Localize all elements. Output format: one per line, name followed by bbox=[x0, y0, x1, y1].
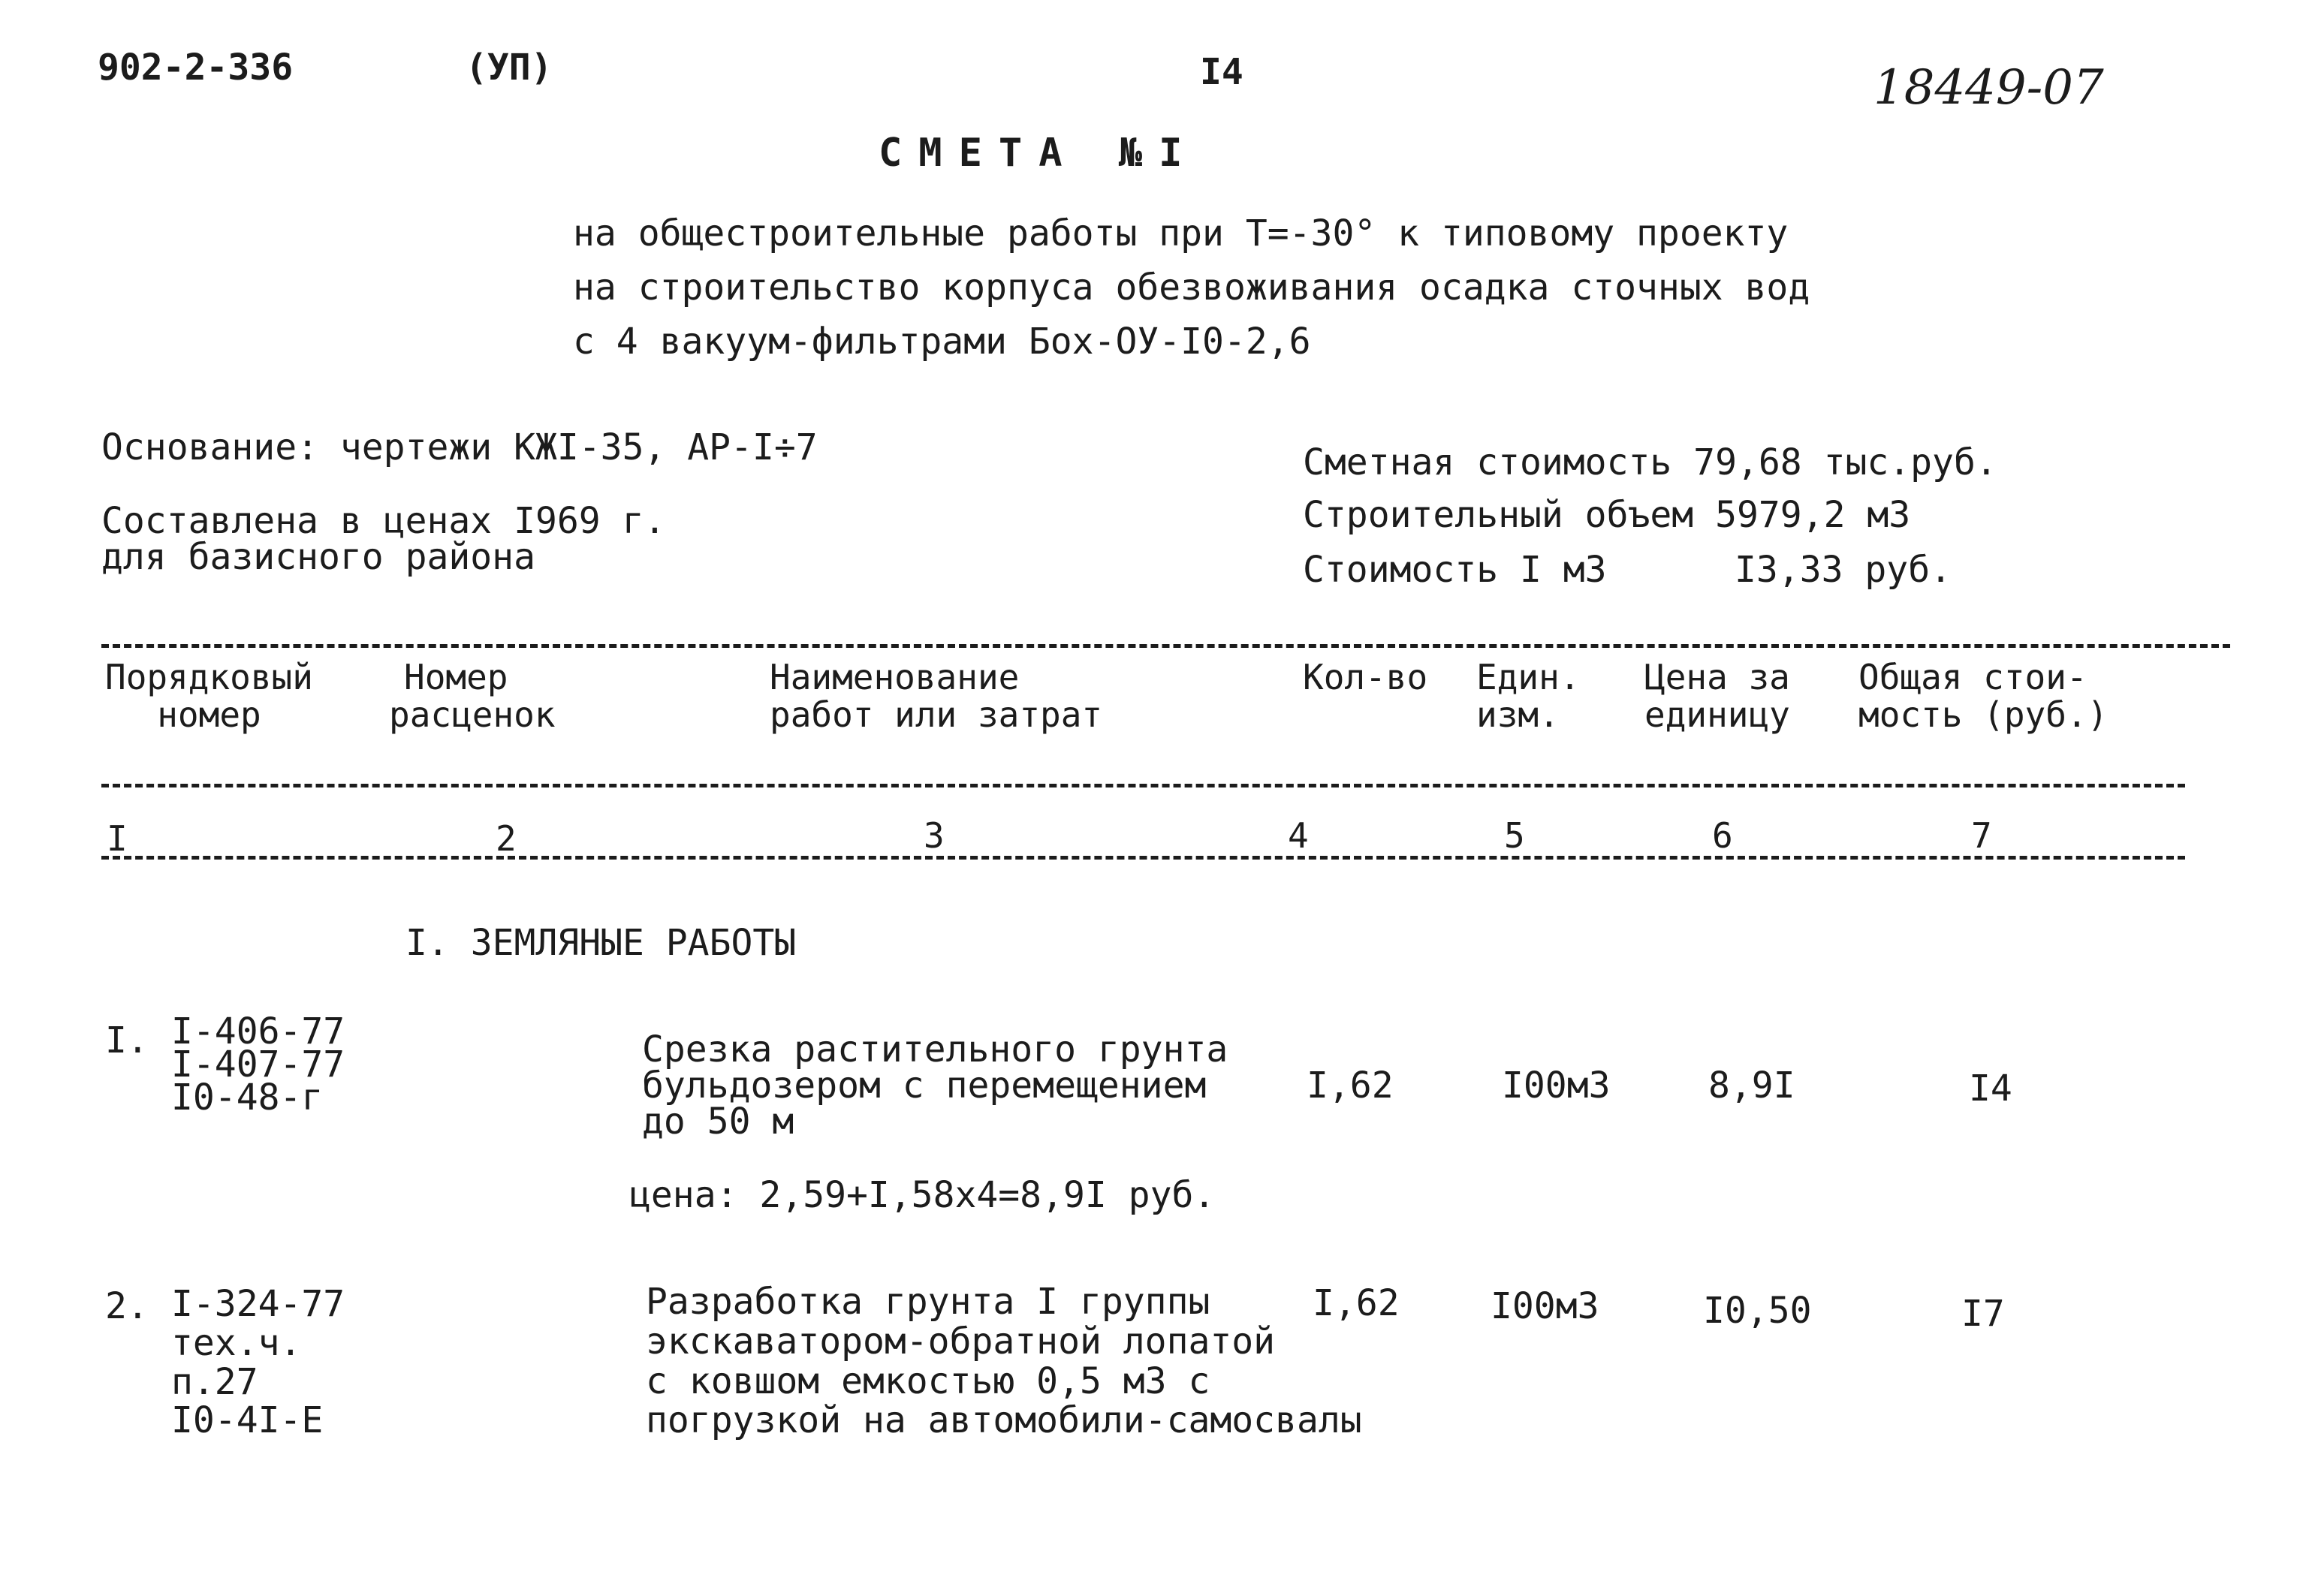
row-quantity: I,62 bbox=[1313, 1282, 1400, 1324]
row-total: I7 bbox=[1961, 1293, 2005, 1335]
rate-code: I0-48-г bbox=[171, 1077, 324, 1119]
row-total: I4 bbox=[1969, 1068, 2012, 1110]
description-line: бульдозером с перемещением bbox=[642, 1065, 1207, 1107]
header-text: номер bbox=[157, 694, 261, 735]
column-number: 2 bbox=[496, 818, 517, 859]
header-bottom-rule bbox=[101, 784, 2185, 787]
rate-code: I-407-77 bbox=[171, 1043, 345, 1086]
header-text: Кол-во bbox=[1303, 657, 1428, 697]
column-number: 5 bbox=[1504, 815, 1525, 856]
description-line: Разработка грунта I группы bbox=[646, 1281, 1210, 1323]
rate-code: п.27 bbox=[171, 1360, 258, 1403]
header-text: работ или затрат bbox=[770, 694, 1103, 735]
description-line: погрузкой на автомобили-самосвалы bbox=[646, 1399, 1362, 1442]
header-col-6 bbox=[1644, 659, 1790, 733]
column-number: 3 bbox=[924, 815, 945, 856]
subtitle-line: на общестроительные работы при T=-30° к типовому проекту bbox=[573, 212, 1789, 254]
row-codes bbox=[171, 1285, 345, 1441]
rate-code: I-406-77 bbox=[171, 1010, 345, 1052]
header-col-5 bbox=[1476, 659, 1580, 733]
table-top-rule bbox=[101, 644, 2230, 648]
rate-code: I0-4I-Е bbox=[171, 1399, 324, 1442]
column-number-rule bbox=[101, 856, 2185, 860]
rate-code: тех.ч. bbox=[171, 1321, 302, 1364]
row-unit: I00м3 bbox=[1491, 1285, 1599, 1327]
column-number: 6 bbox=[1712, 815, 1733, 856]
basis-prices: Составлена в ценах I969 г. bbox=[101, 500, 666, 542]
description-line: Срезка растительного грунта bbox=[642, 1028, 1228, 1071]
estimated-cost: Сметная стоимость 79,68 тыс.руб. bbox=[1303, 441, 1997, 483]
unit-cost-value: I3,33 руб. bbox=[1735, 549, 1952, 591]
row-description bbox=[642, 1028, 1228, 1143]
description-line: с ковшом емкостью 0,5 м3 с bbox=[646, 1360, 1210, 1402]
header-col-2 bbox=[389, 659, 556, 733]
inventory-number: 18449-07 bbox=[1873, 60, 2104, 116]
row-unit-price: I0,50 bbox=[1703, 1290, 1812, 1332]
unit-cost-label: Стоимость I м3 bbox=[1303, 549, 1607, 591]
row-quantity: I,62 bbox=[1307, 1065, 1394, 1107]
header-text: Един. bbox=[1476, 657, 1581, 697]
row-codes bbox=[171, 1010, 345, 1119]
subtitle-line: на строительство корпуса обезвоживания осадка сточных вод bbox=[573, 267, 1810, 309]
row-number: 2. bbox=[105, 1285, 149, 1327]
rate-code: I-324-77 bbox=[171, 1283, 345, 1325]
row-unit-price: 8,9I bbox=[1708, 1065, 1795, 1107]
header-text: расценок bbox=[389, 694, 556, 735]
header-col-3 bbox=[770, 659, 1102, 733]
header-col-4 bbox=[1303, 659, 1427, 697]
header-text: Цена за bbox=[1644, 657, 1790, 697]
row-number: I. bbox=[105, 1019, 149, 1061]
row-unit: I00м3 bbox=[1502, 1065, 1611, 1107]
description-line: до 50 м bbox=[642, 1101, 794, 1143]
row-description bbox=[646, 1282, 1362, 1441]
column-number: I bbox=[107, 818, 128, 859]
title-subtitle bbox=[573, 206, 1810, 369]
basis-region: для базисного района bbox=[101, 536, 535, 578]
header-text: Наименование bbox=[770, 657, 1020, 697]
description-line: экскаватором-обратной лопатой bbox=[646, 1320, 1276, 1363]
section-title: I. ЗЕМЛЯНЫЕ РАБОТЫ bbox=[405, 922, 797, 964]
header-text: мость (руб.) bbox=[1858, 694, 2109, 735]
row-price-note: цена: 2,59+I,58х4=8,9I руб. bbox=[629, 1174, 1216, 1216]
column-number: 7 bbox=[1971, 815, 1992, 856]
header-col-7 bbox=[1858, 659, 2108, 733]
header-text: Общая стои- bbox=[1858, 657, 2087, 697]
header-text: Порядковый bbox=[105, 657, 313, 697]
header-text: изм. bbox=[1476, 694, 1560, 735]
header-text: единицу bbox=[1644, 694, 1790, 735]
column-number: 4 bbox=[1288, 815, 1309, 856]
page-title: СМЕТА №I bbox=[879, 131, 1199, 176]
header-text: Номер bbox=[404, 657, 508, 697]
volume-mark: (УП) bbox=[466, 47, 553, 89]
doc-code: 902-2-336 bbox=[98, 47, 294, 89]
basis-drawings: Основание: чертежи КЖI-35, АР-I÷7 bbox=[101, 426, 818, 468]
header-col-1 bbox=[105, 659, 313, 733]
subtitle-line: с 4 вакуум-фильтрами Бох-ОУ-I0-2,6 bbox=[573, 321, 1311, 363]
page-number: I4 bbox=[1200, 51, 1243, 93]
building-volume: Строительный объем 5979,2 м3 bbox=[1303, 494, 1911, 536]
